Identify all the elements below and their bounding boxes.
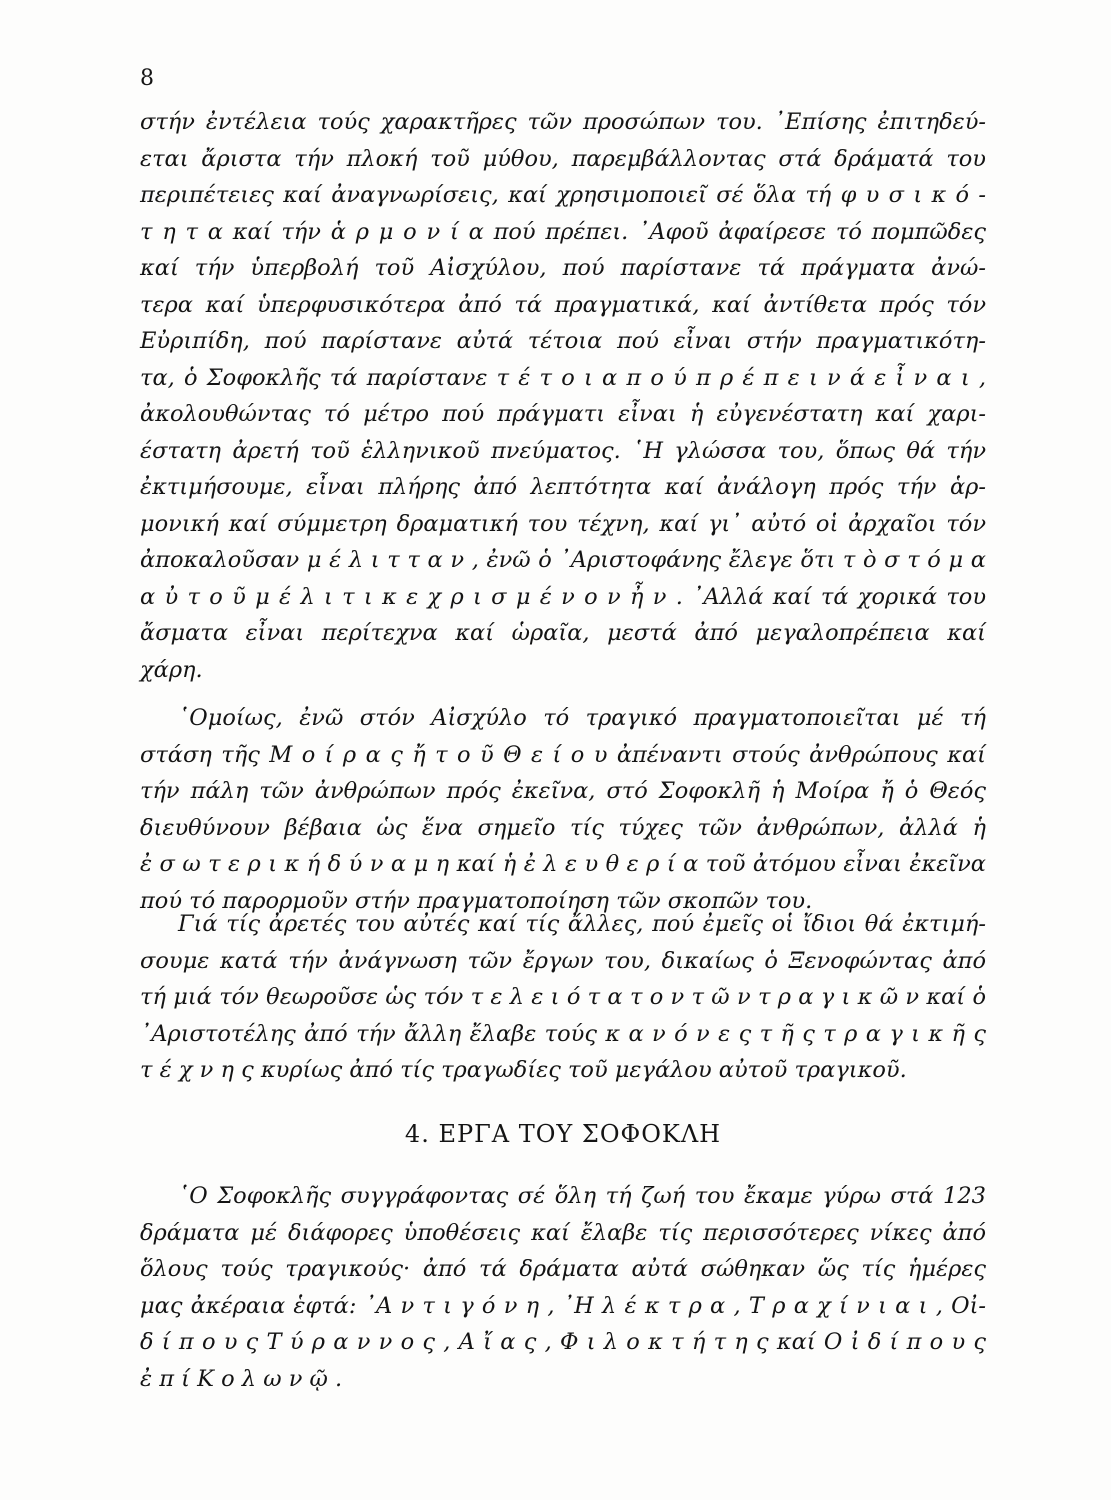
text-line: καί τήν ὑπερβολή τοῦ Αἰσχύλου, πού παρίστανε τά πράγματα ἀνώ- bbox=[140, 255, 986, 281]
section-paragraph bbox=[140, 1178, 986, 1397]
text-line: ἀκολουθώντας τό μέτρο πού πράγματι εἶναι ἡ εὐγενέστατη καί χαρι- bbox=[140, 401, 986, 427]
text-line: έστατη ἀρετή τοῦ ἑλληνικοῦ πνεύματος. ῾Η γλώσσα του, ὅπως θά τήν bbox=[140, 437, 986, 464]
paragraph-3 bbox=[140, 906, 986, 1089]
text-line: ᾿Αριστοτέλης ἀπό τήν ἄλλη ἔλαβε τούς κ α ν ό ν ε ς τ ῆ ς τ ρ α γ ι κ ῆ ς bbox=[140, 1020, 986, 1047]
text-line: μονική καί σύμμετρη δραματική του τέχνη, καί γι᾿ αὐτό οἱ ἀρχαῖοι τόν bbox=[140, 510, 986, 537]
text-line: τερα καί ὑπερφυσικότερα ἀπό τά πραγματικά, καί ἀντίθετα πρός τόν bbox=[140, 291, 986, 318]
page-number: 8 bbox=[140, 66, 154, 91]
text-line: περιπέτειες καί ἀναγνωρίσεις, καί χρησιμοποιεῖ σέ ὅλα τή φ υ σ ι κ ό - bbox=[140, 182, 986, 208]
text-line: δ ί π ο υ ς Τ ύ ρ α ν ν ο ς , Α ἴ α ς , Φ ι λ ο κ τ ή τ η ς καί Ο ἰ δ ί π ο υ ς bbox=[140, 1329, 986, 1355]
text-line: ῾Ο Σοφοκλῆς συγγράφοντας σέ ὅλη τή ζωή του ἔκαμε γύρω στά 123 bbox=[178, 1183, 986, 1209]
text-line: ἀποκαλοῦσαν μ έ λ ι τ τ α ν , ἐνῶ ὁ ᾿Αριστοφάνης ἔλεγε ὅτι τ ὸ σ τ ό μ α bbox=[140, 547, 986, 573]
text-line: ἐ π ί Κ ο λ ω ν ῷ . bbox=[140, 1365, 343, 1392]
text-line: α ὐ τ ο ῦ μ έ λ ι τ ι κ ε χ ρ ι σ μ έ ν ο ν ἦ ν . ᾿Αλλά καί τά χορικά του bbox=[140, 583, 986, 610]
text-line: Γιά τίς ἀρετές του αὐτές καί τίς ἄλλες, πού ἐμεῖς οἱ ἴδιοι θά ἐκτιμή- bbox=[178, 911, 986, 937]
text-line: χάρη. bbox=[140, 656, 203, 683]
paragraph-1 bbox=[140, 104, 986, 688]
text-line: στάση τῆς Μ ο ί ρ α ς ἤ τ ο ῦ Θ ε ί ο υ ἀπέναντι στούς ἀνθρώπους καί bbox=[140, 741, 986, 768]
section-heading: 4. ΕΡΓΑ ΤΟΥ ΣΟΦΟΚΛΗ bbox=[404, 1120, 722, 1148]
text-line: δράματα μέ διάφορες ὑποθέσεις καί ἔλαβε τίς περισσότερες νίκες ἀπό bbox=[140, 1219, 986, 1246]
text-line: τα, ὁ Σοφοκλῆς τά παρίστανε τ έ τ ο ι α π ο ύ π ρ έ π ε ι ν ά ε ἶ ν α ι , bbox=[140, 364, 986, 391]
text-line: τ έ χ ν η ς κυρίως ἀπό τίς τραγωδίες τοῦ μεγάλου αὐτοῦ τραγικοῦ. bbox=[140, 1057, 907, 1083]
text-line: στήν ἐντέλεια τούς χαρακτῆρες τῶν προσώπων του. ᾿Επίσης ἐπιτηδεύ- bbox=[140, 109, 986, 135]
text-line: ἐκτιμήσουμε, εἶναι πλήρης ἀπό λεπτότητα καί ἀνάλογη πρός τήν ἁρ- bbox=[140, 474, 986, 500]
text-line: ἐ σ ω τ ε ρ ι κ ή δ ύ ν α μ η καί ἡ ἐ λ ε υ θ ε ρ ί α τοῦ ἀτόμου εἶναι ἐκεῖνα bbox=[140, 851, 986, 877]
text-line: σουμε κατά τήν ἀνάγνωση τῶν ἔργων του, δικαίως ὁ Ξενοφώντας ἀπό bbox=[140, 947, 986, 974]
text-line: πού τό παρορμοῦν στήν πραγματοποίηση τῶν σκοπῶν του. bbox=[140, 887, 813, 914]
text-line: ὅλους τούς τραγικούς· ἀπό τά δράματα αὐτά σώθηκαν ὥς τίς ἡμέρες bbox=[140, 1256, 986, 1282]
text-line: ἄσματα εἶναι περίτεχνα καί ὡραῖα, μεστά ἀπό μεγαλοπρέπεια καί bbox=[140, 620, 986, 646]
text-line: διευθύνουν βέβαια ὡς ἕνα σημεῖο τίς τύχες τῶν ἀνθρώπων, ἀλλά ἡ bbox=[140, 814, 986, 841]
text-line: εται ἄριστα τήν πλοκή τοῦ μύθου, παρεμβάλλοντας στά δράματά του bbox=[140, 145, 986, 172]
text-line: Εὐριπίδη, πού παρίστανε αὐτά τέτοια πού εἶναι στήν πραγματικότη- bbox=[140, 328, 986, 354]
text-line: τ η τ α καί τήν ἁ ρ μ ο ν ί α πού πρέπει. ᾿Αφοῦ ἀφαίρεσε τό πομπῶδες bbox=[140, 218, 986, 245]
text-line: ῾Ομοίως, ἐνῶ στόν Αἰσχύλο τό τραγικό πραγματοποιεῖται μέ τή bbox=[178, 705, 986, 731]
text-line: τήν πάλη τῶν ἀνθρώπων πρός ἐκεῖνα, στό Σοφοκλῆ ἡ Μοίρα ἤ ὁ Θεός bbox=[140, 778, 986, 804]
text-line: μας ἀκέραια ἑφτά: ᾿Α ν τ ι γ ό ν η , ᾿Η λ έ κ τ ρ α , Τ ρ α χ ί ν ι α ι , Οἰ- bbox=[140, 1292, 986, 1319]
text-line: τή μιά τόν θεωροῦσε ὡς τόν τ ε λ ε ι ό τ α τ ο ν τ ῶ ν τ ρ α γ ι κ ῶ ν καί ὁ bbox=[140, 984, 986, 1010]
paragraph-2 bbox=[140, 700, 986, 919]
